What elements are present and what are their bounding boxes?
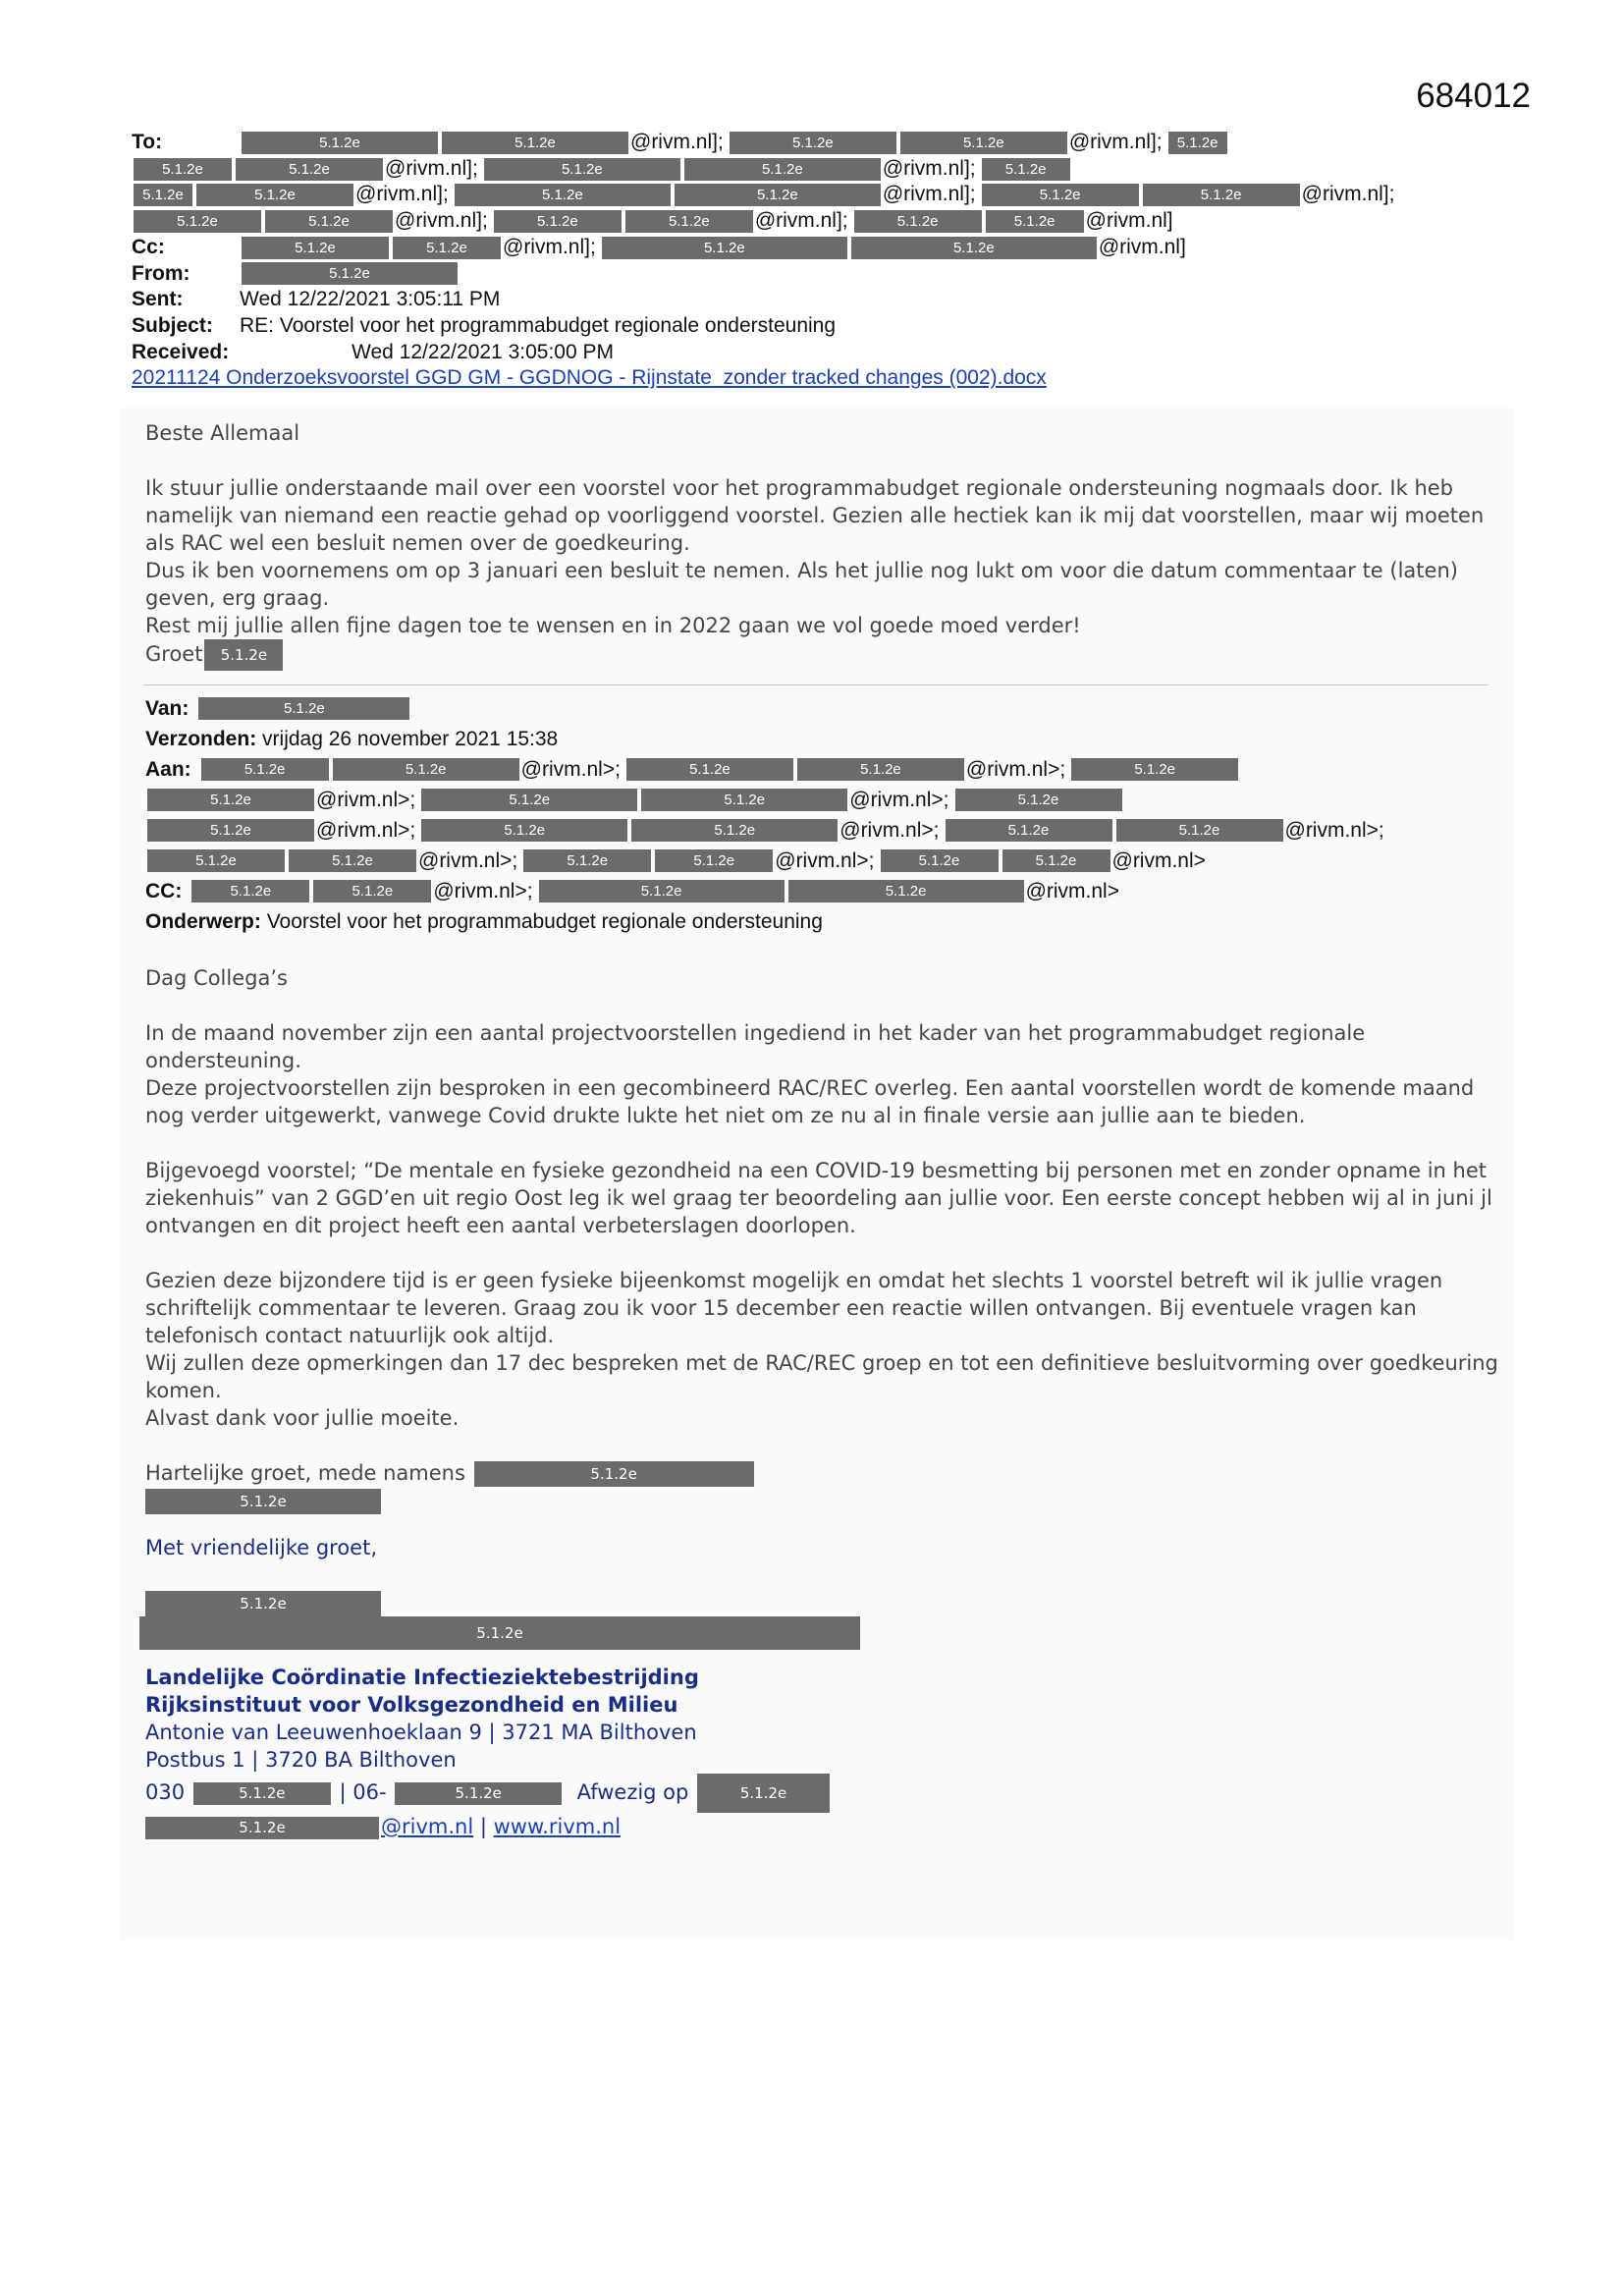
- email-domain: @rivm.nl>;: [965, 758, 1066, 781]
- email-domain: @rivm.nl>;: [418, 849, 518, 872]
- signature-phone-row: [145, 1774, 1500, 1813]
- redaction: 5.1.2e: [147, 849, 285, 872]
- redaction: 5.1.2e: [641, 789, 847, 811]
- signature-org2: Rijksinstituut voor Volksgezondheid en Milieu: [145, 1693, 678, 1717]
- redaction: 5.1.2e: [788, 880, 1024, 902]
- email-domain: @rivm.nl>: [1111, 849, 1206, 872]
- closing-name-row: [145, 1487, 1500, 1514]
- redaction: 5.1.2e: [626, 758, 793, 781]
- redaction: 5.1.2e: [631, 819, 838, 842]
- redaction: 5.1.2e: [134, 158, 232, 181]
- redaction: 5.1.2e: [881, 849, 999, 872]
- document-id: 684012: [1416, 77, 1531, 115]
- email-domain: @rivm.nl>;: [849, 789, 949, 811]
- redaction: 5.1.2e: [900, 132, 1067, 154]
- original-paragraph: Gezien deze bijzondere tijd is er geen fysieke bijeenkomst mogelijk en omdat het slechts 1 voorstel betreft wil ik jullie vragen schriftelijk commentaar te leveren. Graag zou ik voor 15 december een reactie willen ontvangen. Bij eventuele vragen kan telefonisch contact natuurlijk ook altijd.: [145, 1269, 1443, 1347]
- email-domain: @rivm.nl];: [1068, 131, 1163, 153]
- redaction: 5.1.2e: [421, 789, 637, 811]
- email-domain: @rivm.nl];: [754, 209, 848, 233]
- email-domain: @rivm.nl];: [355, 183, 449, 206]
- attachment-row: [132, 365, 1506, 392]
- closing-greeting: Met vriendelijke groet,: [145, 1536, 378, 1559]
- redaction: 5.1.2e: [134, 210, 261, 233]
- redaction: 5.1.2e: [1168, 132, 1227, 154]
- message-content: [145, 408, 1500, 1840]
- redaction: 5.1.2e: [455, 184, 671, 206]
- redaction: 5.1.2e: [145, 1591, 381, 1616]
- email-domain: @rivm.nl>;: [316, 819, 416, 842]
- redaction: 5.1.2e: [602, 237, 847, 259]
- redaction: 5.1.2e: [675, 184, 881, 206]
- redaction: 5.1.2e: [147, 789, 314, 811]
- redaction: 5.1.2e: [134, 184, 192, 206]
- cc-row: [132, 235, 1506, 261]
- onderwerp-value: Voorstel voor het programmabudget regionale ondersteuning: [266, 910, 823, 933]
- received-row: [132, 340, 1506, 366]
- redaction: 5.1.2e: [313, 880, 431, 902]
- reply-paragraph: Rest mij jullie allen fijne dagen toe te wensen en in 2022 gaan we vol goede moed verder!: [145, 614, 1081, 637]
- email-domain: @rivm.nl>;: [520, 758, 621, 781]
- redaction: 5.1.2e: [393, 237, 501, 259]
- redaction: 5.1.2e: [242, 262, 458, 285]
- email-domain: @rivm.nl];: [385, 156, 478, 180]
- redaction: 5.1.2e: [201, 758, 329, 781]
- van-row: [145, 693, 1500, 724]
- signature-address2: Postbus 1 | 3720 BA Bilthoven: [145, 1748, 457, 1772]
- redaction: 5.1.2e: [242, 132, 438, 154]
- redaction: 5.1.2e: [196, 184, 353, 206]
- original-paragraph: In de maand november zijn een aantal projectvoorstellen ingediend in het kader van het programmabudget regionale ondersteuning.: [145, 1021, 1366, 1072]
- email-domain: @rivm.nl];: [503, 235, 596, 258]
- email-domain: @rivm.nl];: [882, 156, 976, 180]
- redaction: 5.1.2e: [484, 158, 680, 181]
- redaction: 5.1.2e: [193, 1782, 331, 1805]
- redaction: 5.1.2e: [946, 819, 1112, 842]
- redaction: 5.1.2e: [1143, 184, 1300, 206]
- original-paragraph: Alvast dank voor jullie moeite.: [145, 1406, 460, 1430]
- forwarded-header: [145, 693, 1500, 937]
- email-domain: @rivm.nl]: [1098, 235, 1186, 258]
- phone-prefix: 030: [145, 1780, 186, 1804]
- sent-label: Sent:: [132, 288, 184, 311]
- from-row: [132, 261, 1506, 288]
- redaction: 5.1.2e: [265, 210, 393, 233]
- sent-row: [132, 287, 1506, 313]
- redaction: 5.1.2e: [191, 880, 309, 902]
- cc-label: CC:: [145, 880, 183, 902]
- email-domain: @rivm.nl]: [1085, 209, 1173, 233]
- aan-row: [145, 754, 1500, 785]
- mobile-prefix: | 06-: [339, 1780, 387, 1804]
- email-domain: @rivm.nl>;: [775, 849, 875, 872]
- redaction: 5.1.2e: [289, 849, 416, 872]
- redaction: 5.1.2e: [1116, 819, 1283, 842]
- redaction: 5.1.2e: [421, 819, 627, 842]
- signature-org1: Landelijke Coördinatie Infectieziektebestrijding: [145, 1666, 699, 1689]
- email-domain: @rivm.nl];: [882, 183, 976, 206]
- email-domain: @rivm.nl>;: [433, 880, 533, 902]
- subject-label: Subject:: [132, 313, 213, 337]
- redaction: 5.1.2e: [333, 758, 519, 781]
- redaction: 5.1.2e: [684, 158, 881, 181]
- cc-row: [145, 876, 1500, 906]
- redaction: 5.1.2e: [147, 819, 314, 842]
- signature-address1: Antonie van Leeuwenhoeklaan 9 | 3721 MA Bilthoven: [145, 1721, 697, 1744]
- redaction: 5.1.2e: [198, 697, 409, 720]
- redaction: 5.1.2e: [523, 849, 651, 872]
- website-link[interactable]: www.rivm.nl: [493, 1815, 622, 1838]
- original-paragraph: Wij zullen deze opmerkingen dan 17 dec bespreken met de RAC/REC groep en tot een definitieve besluitvorming over goedkeuring komen.: [145, 1351, 1498, 1402]
- redaction: 5.1.2e: [1002, 849, 1110, 872]
- original-greeting: Dag Collega’s: [145, 966, 288, 990]
- reply-greeting: Beste Allemaal: [145, 421, 300, 445]
- redaction: 5.1.2e: [145, 1489, 381, 1514]
- reply-closing: Groet: [145, 642, 203, 666]
- redaction: 5.1.2e: [494, 210, 622, 233]
- redaction: 5.1.2e: [730, 132, 896, 154]
- redaction: 5.1.2e: [204, 639, 283, 671]
- onderwerp-row: [145, 906, 1500, 937]
- email-domain: @rivm.nl>;: [316, 789, 416, 811]
- subject-row: [132, 313, 1506, 340]
- reply-paragraph: Dus ik ben voornemens om op 3 januari een besluit te nemen. Als het jullie nog lukt om voor die datum commentaar te (laten) geven, erg graag.: [145, 559, 1458, 610]
- redaction: 5.1.2e: [625, 210, 753, 233]
- aan-label: Aan:: [145, 758, 191, 781]
- to-label: To:: [132, 131, 163, 153]
- redaction: 5.1.2e: [854, 210, 982, 233]
- from-label: From:: [132, 261, 190, 285]
- redaction: 5.1.2e: [986, 210, 1084, 233]
- verzonden-row: [145, 724, 1500, 754]
- closing-row: [145, 1459, 1500, 1487]
- aan-row: [145, 785, 1500, 815]
- to-row: [132, 130, 1506, 156]
- closing-text: Hartelijke groet, mede namens: [145, 1461, 465, 1485]
- redaction: 5.1.2e: [395, 1782, 562, 1805]
- reply-closing-row: [145, 639, 1500, 671]
- redaction: 5.1.2e: [982, 184, 1139, 206]
- redaction: 5.1.2e: [1071, 758, 1238, 781]
- email-domain: @rivm.nl>: [1025, 880, 1119, 902]
- redaction: 5.1.2e: [474, 1461, 754, 1487]
- signature-name-row: [145, 1589, 1500, 1616]
- reply-paragraph: Ik stuur jullie onderstaande mail over een voorstel voor het programmabudget regionale ondersteuning nogmaals door. Ik heb namelijk van niemand een reactie gehad op voorliggend voorstel. Gezien alle hectiek kan ik mij dat voorstellen, maar wij moeten als RAC wel een besluit nemen over de goedkeuring.: [145, 476, 1485, 555]
- redaction: 5.1.2e: [982, 158, 1070, 181]
- redaction: 5.1.2e: [242, 237, 389, 259]
- separator-line: [143, 684, 1489, 685]
- subject-value: RE: Voorstel voor het programmabudget regionale ondersteuning: [240, 313, 837, 337]
- redaction: 5.1.2e: [797, 758, 964, 781]
- redaction: 5.1.2e: [442, 132, 628, 154]
- to-row: [132, 156, 1506, 183]
- to-row: [132, 208, 1506, 235]
- redaction: 5.1.2e: [655, 849, 773, 872]
- signature-contact-row: [145, 1813, 1500, 1840]
- verzonden-value: vrijdag 26 november 2021 15:38: [262, 728, 559, 750]
- received-value: Wed 12/22/2021 3:05:00 PM: [352, 340, 614, 363]
- received-label: Received:: [132, 340, 230, 363]
- van-label: Van:: [145, 697, 189, 720]
- email-domain: @rivm.nl>;: [1284, 819, 1384, 842]
- onderwerp-label: Onderwerp:: [145, 910, 261, 933]
- redaction: 5.1.2e: [236, 158, 383, 181]
- original-paragraph: Bijgevoegd voorstel; “De mentale en fysieke gezondheid na een COVID-19 besmetting bij personen met en zonder opname in het ziekenhuis” van 2 GGD’en uit regio Oost leg ik wel graag ter beoordeling aan jullie voor. Een eerste concept hebben wij al in juni jl ontvangen en dit project heeft een aantal verbeterslagen doorlopen.: [145, 1159, 1492, 1237]
- email-header: [132, 130, 1506, 392]
- email-domain: @rivm.nl];: [395, 209, 488, 233]
- redaction: 5.1.2e: [539, 880, 785, 902]
- redaction: 5.1.2e: [851, 237, 1097, 259]
- redaction: 5.1.2e: [139, 1616, 860, 1650]
- absent-label: Afwezig op: [576, 1780, 689, 1804]
- email-domain: @rivm.nl];: [630, 131, 724, 153]
- verzonden-label: Verzonden:: [145, 728, 257, 750]
- sent-value: Wed 12/22/2021 3:05:11 PM: [240, 288, 501, 311]
- aan-row: [145, 815, 1500, 846]
- original-paragraph: Deze projectvoorstellen zijn besproken in een gecombineerd RAC/REC overleg. Een aantal voorstellen wordt de komende maand nog verder uitgewerkt, vanwege Covid drukte lukte het niet om ze nu al in finale versie aan jullie aan te bieden.: [145, 1076, 1475, 1127]
- message-body: [120, 408, 1514, 1940]
- redaction: 5.1.2e: [697, 1774, 830, 1813]
- email-domain: @rivm.nl>;: [839, 819, 940, 842]
- email-link[interactable]: @rivm.nl: [381, 1815, 474, 1838]
- signature-title-row: [145, 1616, 1500, 1650]
- email-domain: @rivm.nl];: [1301, 183, 1395, 206]
- contact-separator: |: [479, 1815, 487, 1838]
- redaction: 5.1.2e: [955, 789, 1122, 811]
- to-row: [132, 182, 1506, 208]
- redaction: 5.1.2e: [145, 1817, 379, 1839]
- attachment-link[interactable]: 20211124 Onderzoeksvoorstel GGD GM - GGDNOG - Rijnstate_zonder tracked changes (002).docx: [132, 366, 1047, 390]
- aan-row: [145, 846, 1500, 876]
- cc-label: Cc:: [132, 235, 165, 258]
